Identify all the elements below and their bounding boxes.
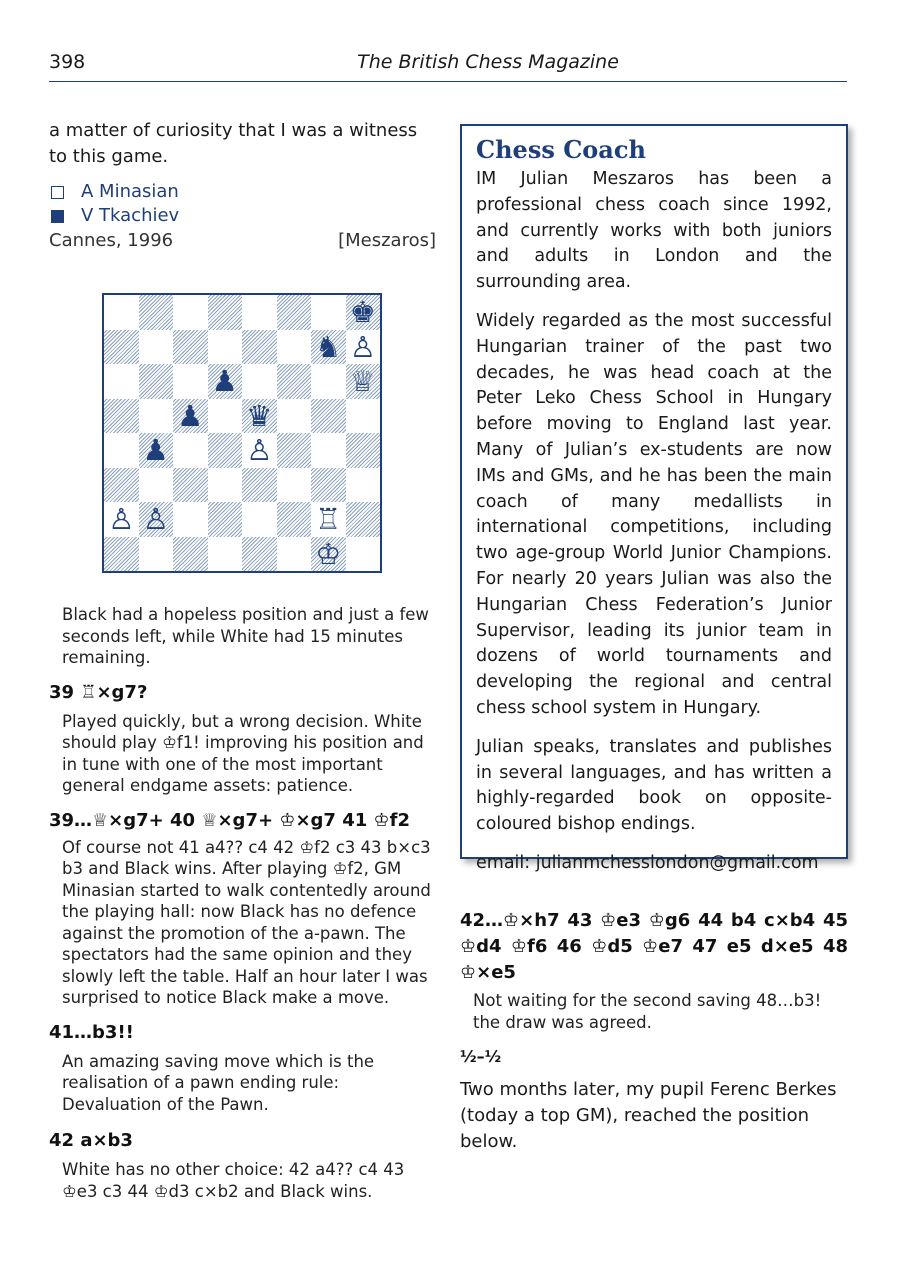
piece-b2: ♙ <box>142 502 169 536</box>
board-square-e8 <box>242 295 277 330</box>
left-column <box>49 118 436 1202</box>
coach-para-2: Widely regarded as the most successful Hungarian trainer of the past two decades, he was head coach at the Peter Leko Chess School in Hungary before moving to England last year. Many of Julian’s ex-students are now IMs and GMs, and he has been the main coach of many medallists in international competitions, including two age-group World Junior Champions. For nearly 20 years Julian was also the Hungarian Chess Federation’s Junior Supervisor, leading its junior team in dozens of world tournaments and developing the regional and central chess school system in Hungary. <box>476 310 832 718</box>
board-square-h3 <box>346 468 381 503</box>
page-header <box>49 50 847 82</box>
black-square-icon <box>51 210 64 223</box>
board-square-e1 <box>242 537 277 572</box>
board-square-d3 <box>208 468 243 503</box>
annotation-note-1: Black had a hopeless position and just a few seconds left, while White had 15 minutes remaining. <box>62 605 429 667</box>
board-square-e7 <box>242 330 277 365</box>
move-42: 42 a×b3 <box>49 1130 133 1151</box>
board-square-f2 <box>277 502 312 537</box>
piece-b4: ♟ <box>142 433 169 467</box>
chess-diagram <box>102 293 382 573</box>
board-square-c6 <box>173 364 208 399</box>
white-player-row <box>49 180 436 204</box>
board-square-a1 <box>104 537 139 572</box>
event-line <box>49 228 436 254</box>
game-result: ½–½ <box>460 1047 502 1066</box>
coach-email: email: julianmchesslondon@gmail.com <box>476 852 819 873</box>
annotator: [Meszaros] <box>338 230 436 251</box>
board-square-b5 <box>139 399 174 434</box>
black-player: V Tkachiev <box>81 205 180 226</box>
board-square-a4 <box>104 433 139 468</box>
page-number: 398 <box>49 51 86 73</box>
piece-c5: ♟ <box>177 398 204 433</box>
annotation-note-5: White has no other choice: 42 a4?? c4 43 ♔e3 c3 44 ♔d3 c×b2 and Black wins. <box>62 1160 405 1201</box>
board-square-d7 <box>208 330 243 365</box>
board-square-f3 <box>277 468 312 503</box>
board-square-d5 <box>208 399 243 434</box>
annotation-note-4: An amazing saving move which is the realisation of a pawn ending rule: Devaluation of the Pawn. <box>62 1051 375 1114</box>
board-square-d1 <box>208 537 243 572</box>
board-square-g8 <box>311 295 346 330</box>
chess-board <box>104 295 380 571</box>
board-square-c8 <box>173 295 208 330</box>
piece-g2: ♖ <box>315 502 342 536</box>
board-square-f1 <box>277 537 312 572</box>
board-square-f6 <box>277 364 312 399</box>
board-square-d4 <box>208 433 243 468</box>
board-square-c7 <box>173 330 208 365</box>
board-square-f8 <box>277 295 312 330</box>
board-square-h4 <box>346 433 381 468</box>
board-square-f7 <box>277 330 312 365</box>
piece-g1: ♔ <box>315 536 342 571</box>
white-square-icon <box>51 186 64 199</box>
annotation-note-6: Not waiting for the second saving 48…b3! the draw was agreed. <box>473 991 822 1032</box>
board-square-h5 <box>346 399 381 434</box>
board-square-e6 <box>242 364 277 399</box>
chess-coach-box <box>460 124 848 873</box>
board-square-g6 <box>311 364 346 399</box>
piece-d6: ♟ <box>211 364 238 398</box>
board-square-f4 <box>277 433 312 468</box>
game-location: Cannes, 1996 <box>49 230 174 251</box>
board-square-b1 <box>139 537 174 572</box>
piece-e5: ♛ <box>246 398 273 433</box>
board-square-g5 <box>311 399 346 434</box>
board-square-b3 <box>139 468 174 503</box>
annotation-note-2: Played quickly, but a wrong decision. White should play ♔f1! improving his position and in tune with one of the most important general endgame assets: patience. <box>62 711 424 795</box>
board-square-h2 <box>346 502 381 537</box>
coach-para-3: Julian speaks, translates and publishes in several languages, and has written a highly-regarded book on opposite-coloured bishop endings. <box>476 736 832 835</box>
board-square-a5 <box>104 399 139 434</box>
board-square-h1 <box>346 537 381 572</box>
board-square-b8 <box>139 295 174 330</box>
board-square-g4 <box>311 433 346 468</box>
magazine-title: The British Chess Magazine <box>357 51 619 73</box>
move-39: 39 ♖×g7? <box>49 681 148 703</box>
board-square-d2 <box>208 502 243 537</box>
annotation-note-3: Of course not 41 a4?? c4 42 ♔f2 c3 43 b×c3 b3 and Black wins. After playing ♔f2, GM Minasian started to walk contentedly around the playing hall: now Black has no defence against the promotion of the a-pawn. The spectators had the same opinion and they slowly left the table. Half an hour later I was surprised to notice Black make a move. <box>62 837 431 1007</box>
board-square-c3 <box>173 468 208 503</box>
board-square-c1 <box>173 537 208 572</box>
piece-g7: ♞ <box>315 329 342 364</box>
coach-para-1: IM Julian Meszaros has been a professional chess coach since 1992, and currently works with both juniors and adults in London and the surrounding area. <box>476 169 832 293</box>
board-square-c2 <box>173 502 208 537</box>
board-square-g3 <box>311 468 346 503</box>
intro-text: a matter of curiosity that I was a witness to this game. <box>49 120 418 167</box>
board-square-a3 <box>104 468 139 503</box>
coach-box-title: Chess Coach <box>476 135 646 164</box>
board-square-f5 <box>277 399 312 434</box>
closing-text: Two months later, my pupil Ferenc Berkes (today a top GM), reached the position below. <box>460 1079 837 1152</box>
board-square-a8 <box>104 295 139 330</box>
board-square-c4 <box>173 433 208 468</box>
piece-a2: ♙ <box>108 502 135 536</box>
board-square-a7 <box>104 330 139 365</box>
piece-h8: ♚ <box>349 295 376 329</box>
piece-e4: ♙ <box>246 433 273 467</box>
move-41: 41…b3!! <box>49 1021 134 1043</box>
piece-h7: ♙ <box>349 329 376 364</box>
piece-h6: ♕ <box>349 364 376 398</box>
move-42-continuation: 42…♔×h7 43 ♔e3 ♔g6 44 b4 c×b4 45 ♔d4 ♔f6 46 ♔d5 ♔e7 47 e5 d×e5 48 ♔×e5 <box>460 910 848 983</box>
move-39-continuation: 39…♕×g7+ 40 ♕×g7+ ♔×g7 41 ♔f2 <box>49 809 411 831</box>
board-square-d8 <box>208 295 243 330</box>
white-player: A Minasian <box>81 181 179 202</box>
game-players <box>49 180 436 228</box>
board-square-b6 <box>139 364 174 399</box>
board-square-a6 <box>104 364 139 399</box>
board-square-e3 <box>242 468 277 503</box>
board-square-e2 <box>242 502 277 537</box>
board-square-b7 <box>139 330 174 365</box>
black-player-row <box>49 204 436 228</box>
right-column <box>460 908 848 1155</box>
